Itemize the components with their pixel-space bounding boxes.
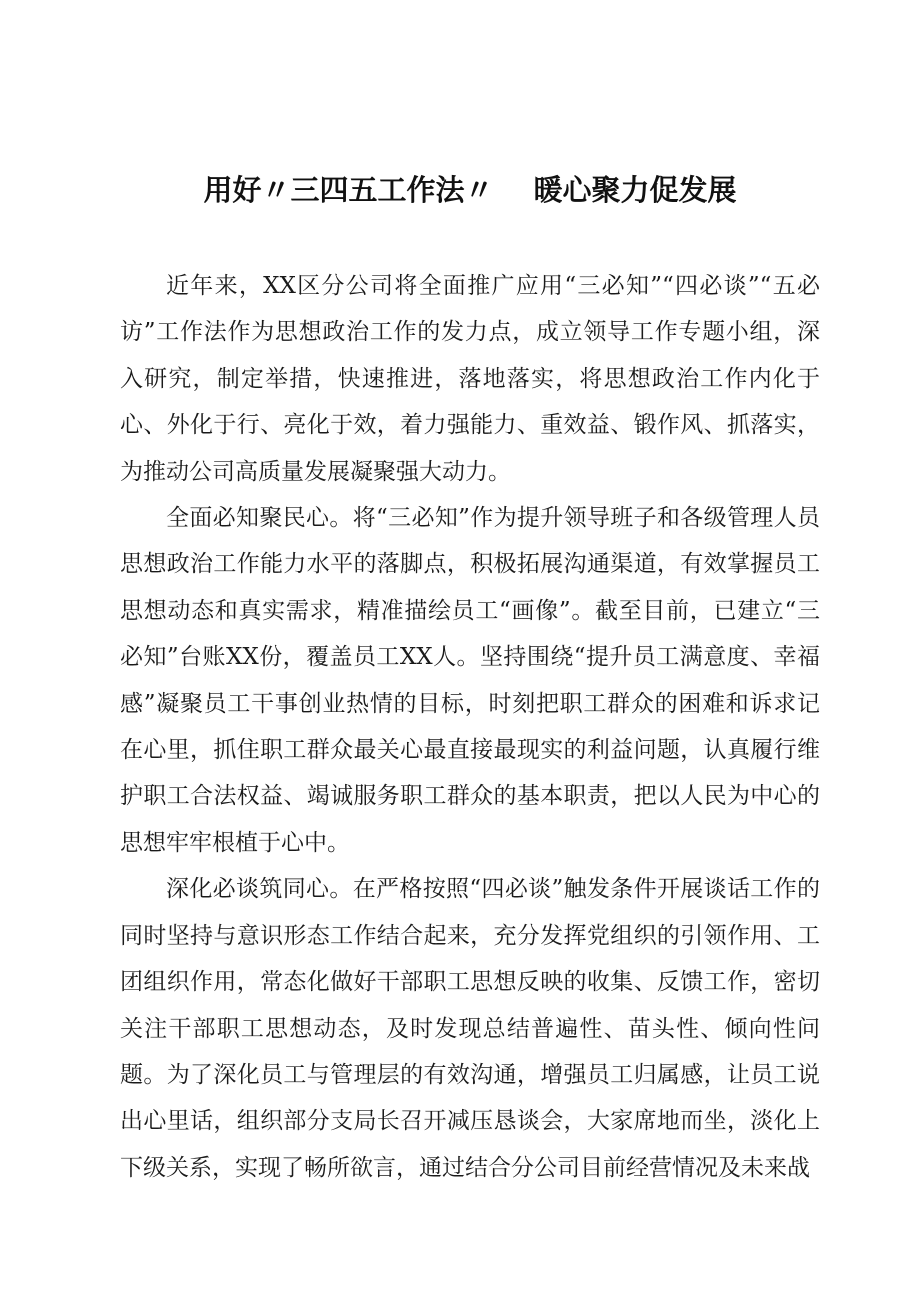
document-title (120, 168, 820, 209)
paragraph-sanbizhi: 全面必知聚民心。将“三必知”作为提升领导班子和各级管理人员思想政治工作能力水平的落脚点，积极拓展沟通渠道，有效掌握员工思想动态和真实需求，精准描绘员工“画像”。截至目前，已建立“三必知”台账XX份，覆盖员工XX人。坚持围绕“提升员工满意度、幸福感”凝聚员工干事创业热情的目标，时刻把职工群众的困难和诉求记在心里，抓住职工群众最关心最直接最现实的利益问题，认真履行维护职工合法权益、竭诚服务职工群众的基本职责，把以人民为中心的思想牢牢根植于心中。 (120, 505, 820, 856)
paragraph-intro: 近年来，XX区分公司将全面推广应用“三必知”“四必谈”“五必访”工作法作为思想政治工作的发力点，成立领导工作专题小组，深入研究，制定举措，快速推进，落地落实，将思想政治工作内化于心、外化于行、亮化于效，着力强能力、重效益、锻作风、抓落实，为推动公司高质量发展凝聚强大动力。 (120, 273, 820, 485)
document-body (120, 263, 820, 1191)
title-part-1: 用好〃三四五工作法〃 (203, 173, 494, 207)
paragraph-sibitan: 深化必谈筑同心。在严格按照“四必谈”触发条件开展谈话工作的同时坚持与意识形态工作结合起来，充分发挥党组织的引领作用、工团组织作用，常态化做好干部职工思想反映的收集、反馈工作，密切关注干部职工思想动态，及时发现总结普遍性、苗头性、倾向性问题。为了深化员工与管理层的有效沟通，增强员工归属感，让员工说出心里话，组织部分支局长召开减压恳谈会，大家席地而坐，淡化上下级关系，实现了畅所欲言，通过结合分公司目前经营情况及未来战 (120, 876, 820, 1181)
title-part-2: 暖心聚力促发展 (533, 173, 737, 207)
